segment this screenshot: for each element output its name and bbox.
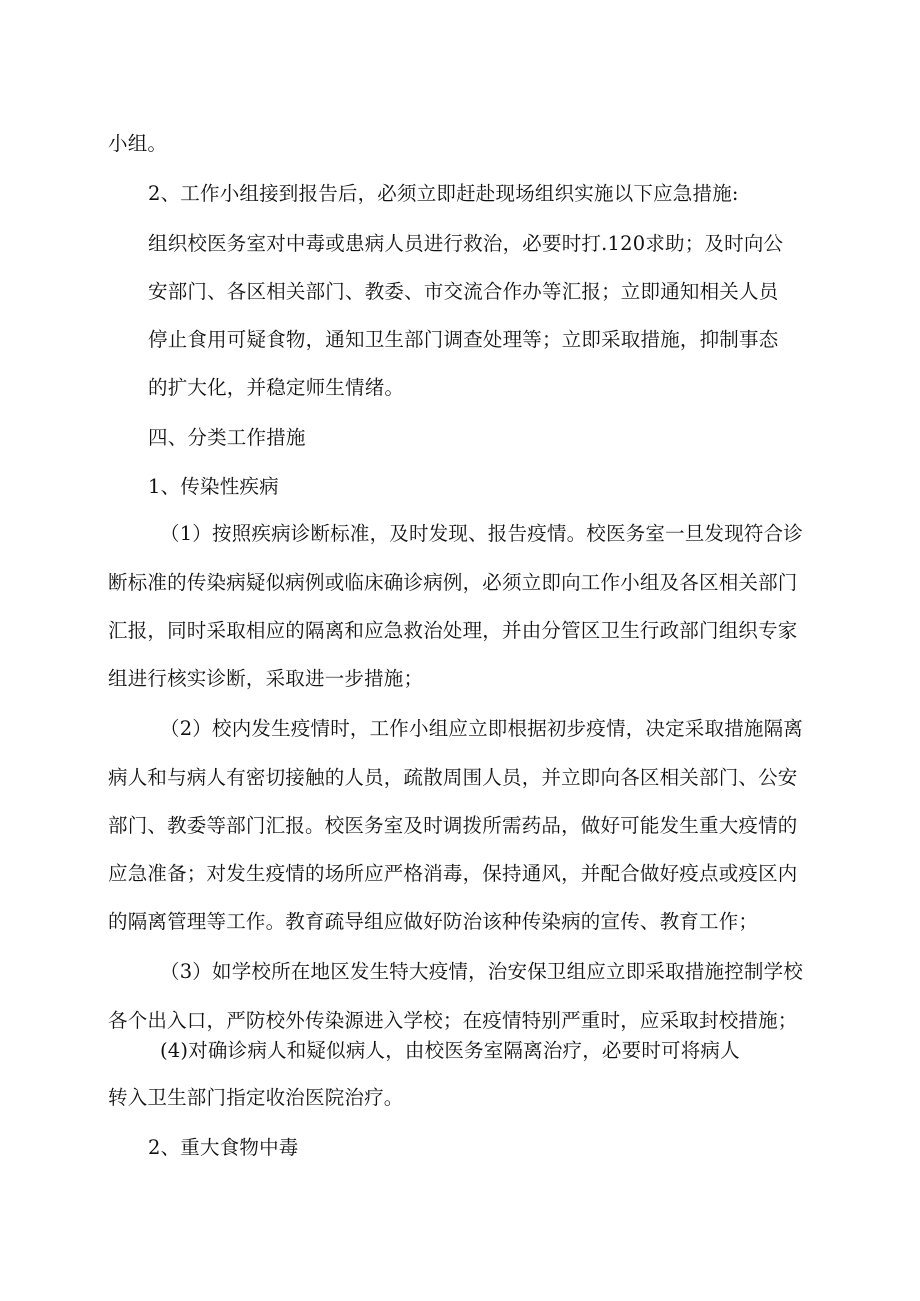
text-line: 各个出入口，严防校外传染源进入学校；在疫情特别严重时，应采取封校措施； [108, 1009, 798, 1032]
text-line: 组进行核实诊断，采取进一步措施； [108, 667, 424, 690]
text-line: 停止食用可疑食物，通知卫生部门调查处理等；立即采取措施，抑制事态 [148, 328, 779, 351]
text-line: 部门、教委等部门汇报。校医务室及时调拨所需药品，做好可能发生重大疫情的 [108, 814, 798, 837]
text-line: 转入卫生部门指定收治医院治疗。 [108, 1086, 404, 1109]
text-line: 汇报，同时采取相应的隔离和应急救治处理，并由分管区卫生行政部门组织专家 [108, 619, 798, 642]
section-heading: 四、分类工作措施 [148, 426, 306, 449]
subsection-heading: 1、传染性疾病 [148, 475, 279, 498]
text-line: (4)对确诊病人和疑似病人，由校医务室隔离治疗，必要时可将病人 [160, 1039, 740, 1062]
text-line: 组织校医务室对中毒或患病人员进行救治，必要时打.120求助；及时向公 [148, 232, 784, 255]
text-line: （3）如学校所在地区发生特大疫情，治安保卫组应立即采取措施控制学校 [160, 960, 804, 983]
text-line: 小组。 [108, 132, 168, 155]
text-line: 2、工作小组接到报告后，必须立即赶赴现场组织实施以下应急措施: [148, 182, 739, 205]
text-line: 病人和与病人有密切接触的人员，疏散周围人员，并立即向各区相关部门、公安 [108, 766, 798, 789]
text-line: 的隔离管理等工作。教育疏导组应做好防治该种传染病的宣传、教育工作； [108, 910, 759, 933]
subsection-heading: 2、重大食物中毒 [148, 1136, 299, 1159]
text-line: 断标准的传染病疑似病例或临床确诊病例，必须立即向工作小组及各区相关部门 [108, 571, 798, 594]
text-line: 应急准备；对发生疫情的场所应严格消毒，保持通风，并配合做好疫点或疫区内 [108, 862, 798, 885]
text-line: （1）按照疾病诊断标准，及时发现、报告疫情。校医务室一旦发现符合诊 [160, 522, 804, 545]
text-line: 安部门、各区相关部门、教委、市交流合作办等汇报；立即通知相关人员 [148, 280, 779, 303]
text-line: （2）校内发生疫情时，工作小组应立即根据初步疫情，决定采取措施隔离 [160, 717, 804, 740]
text-line: 的扩大化，并稳定师生情绪。 [148, 376, 405, 399]
